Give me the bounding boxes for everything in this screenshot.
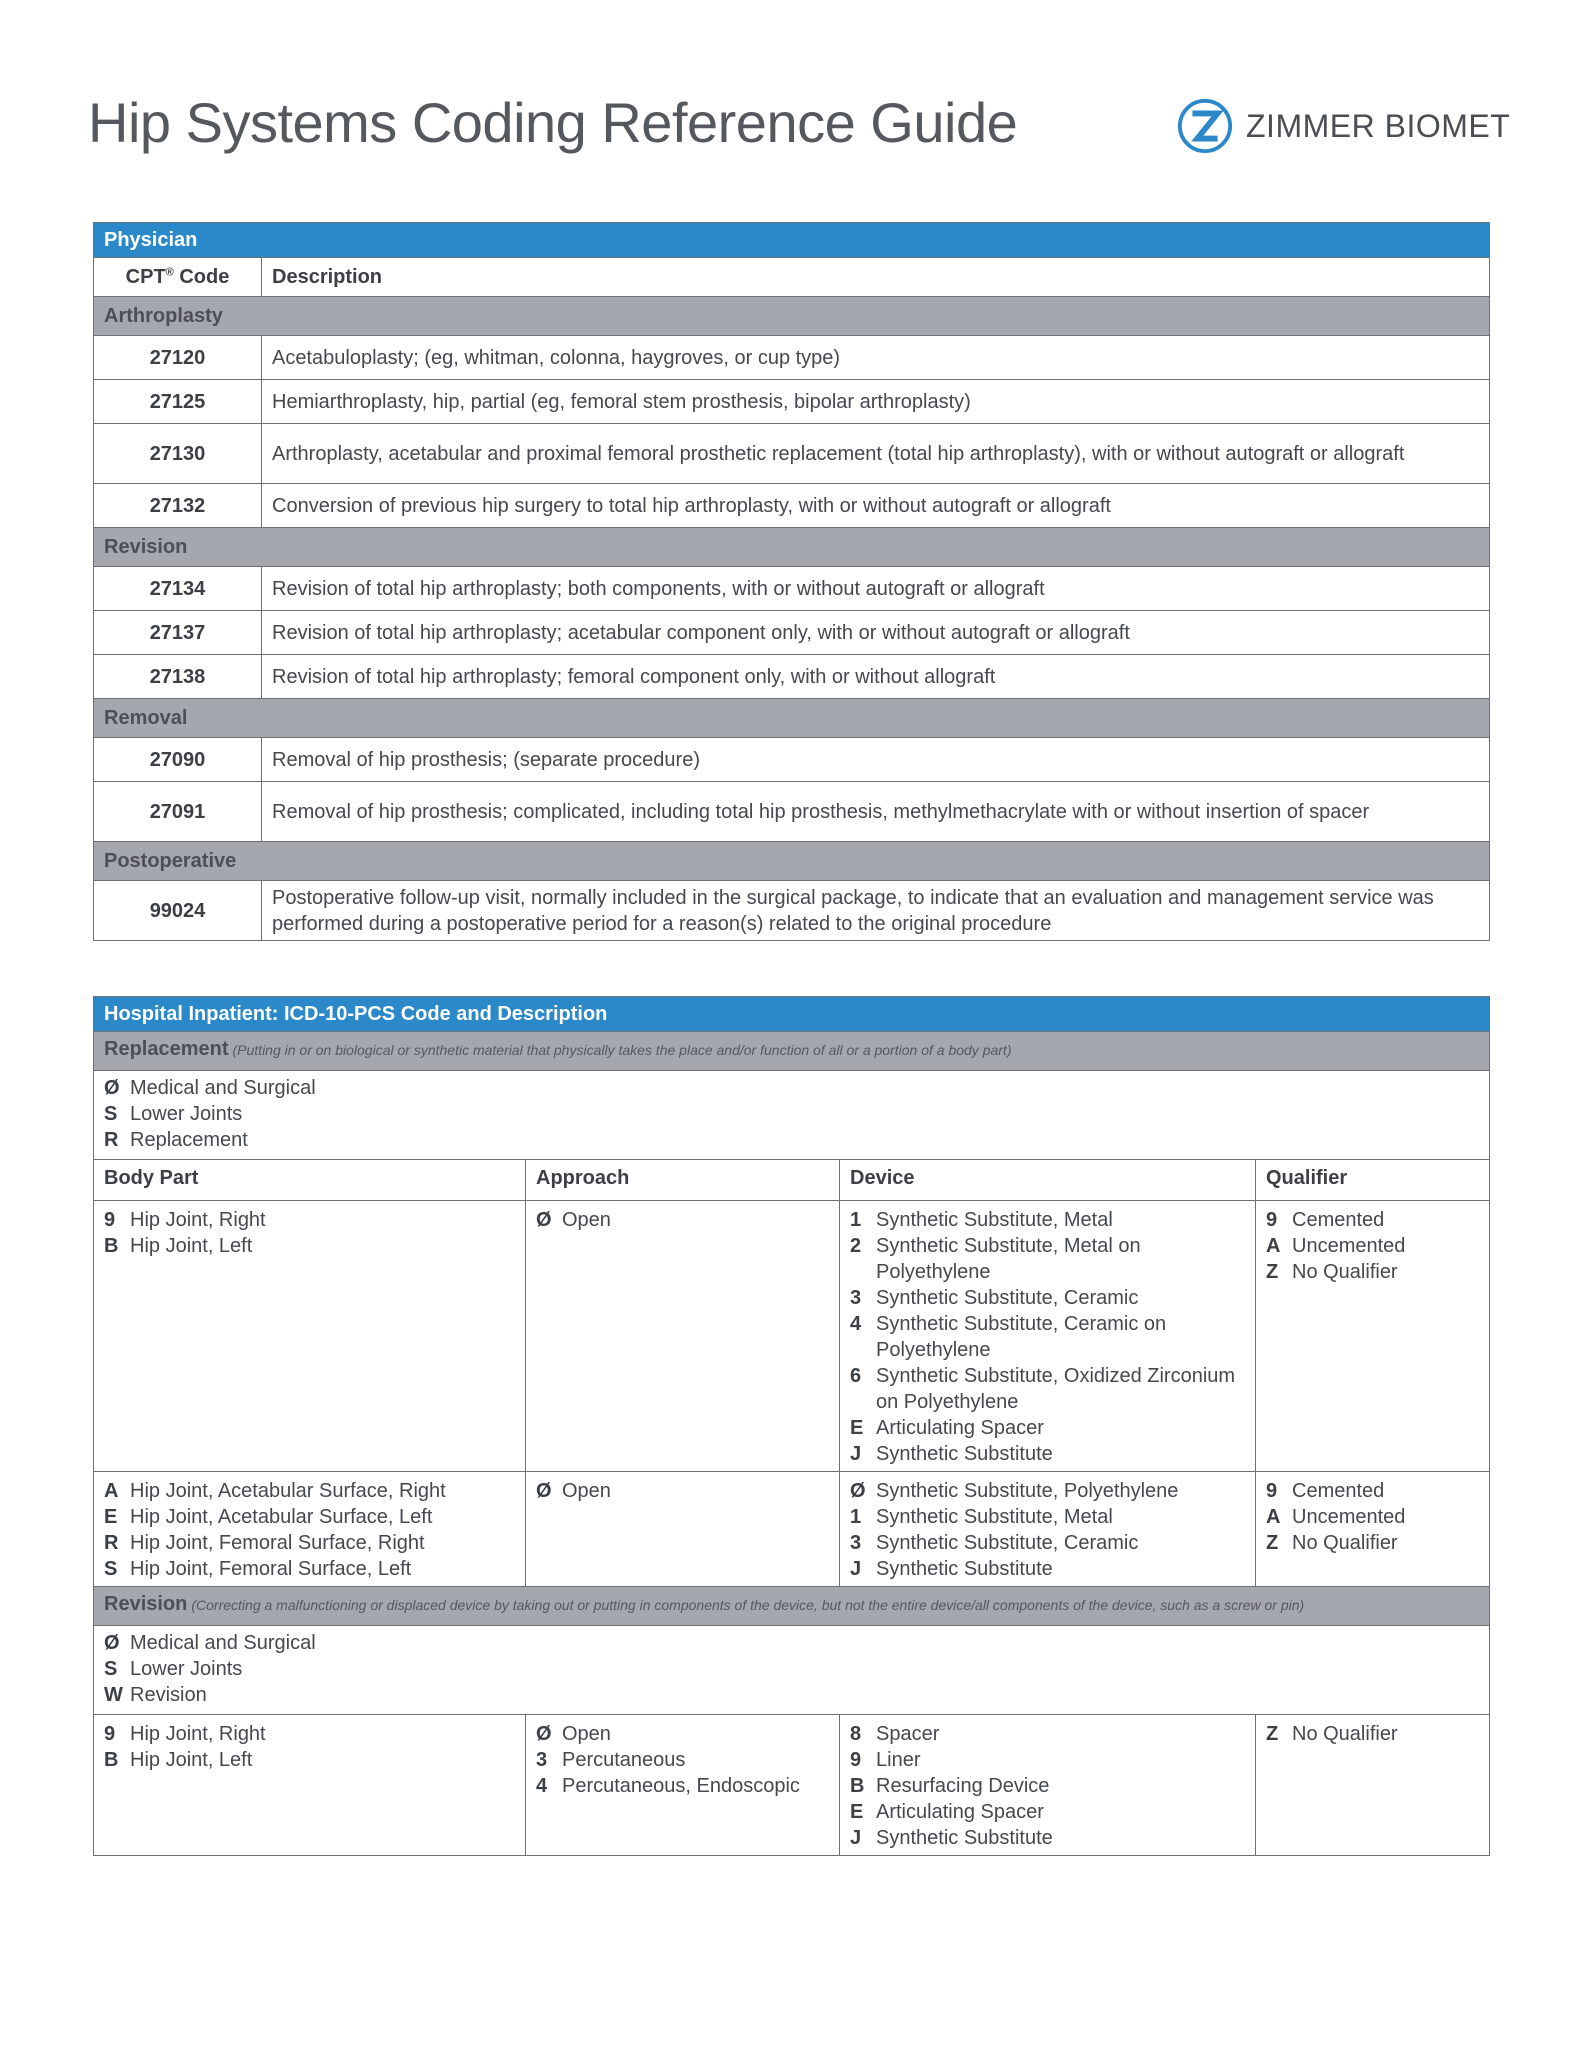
qualifier-code: 9 [1266,1209,1278,1231]
body-part-label: Hip Joint, Acetabular Surface, Right [130,1480,446,1502]
prefix-item [104,1101,1479,1127]
body-part-code: A [104,1480,119,1502]
approach-item [536,1478,829,1504]
approach-item [536,1747,829,1773]
device-item [850,1773,1245,1799]
approach-label: Percutaneous [562,1749,686,1771]
prefix-code: Ø [104,1077,120,1099]
prefix-label: Revision [130,1684,207,1706]
body-part-code: S [104,1558,118,1580]
cpt-code: 27090 [94,738,262,782]
replacement-section-title: Replacement [104,1037,229,1060]
table-row [94,1201,1490,1472]
device-code: J [850,1827,862,1849]
device-code: 6 [850,1365,862,1387]
device-label: Synthetic Substitute, Metal [876,1506,1113,1528]
prefix-code: S [104,1658,118,1680]
device-item [850,1799,1245,1825]
device-item [850,1556,1245,1582]
table-row [94,336,1490,380]
approach-label: Open [562,1723,611,1745]
body-part-label: Hip Joint, Left [130,1235,253,1257]
approach-cell [526,1715,840,1856]
body-part-label: Hip Joint, Femoral Surface, Right [130,1532,425,1554]
qualifier-item [1266,1721,1479,1747]
device-item [850,1311,1245,1363]
device-item [850,1530,1245,1556]
qualifier-list [1266,1207,1479,1285]
column-header-device: Device [840,1160,1256,1201]
replacement-section-header [94,1032,1490,1071]
device-code: J [850,1558,862,1580]
qualifier-code: 9 [1266,1480,1278,1502]
body-part-list [104,1207,515,1259]
qualifier-label: Uncemented [1292,1235,1406,1257]
body-part-label: Hip Joint, Right [130,1723,266,1745]
column-header-cpt-code: CPT® Code [94,258,262,297]
prefix-label: Medical and Surgical [130,1632,316,1654]
device-label: Synthetic Substitute, Polyethylene [876,1480,1179,1502]
prefix-item [104,1656,1479,1682]
cpt-code: 27130 [94,424,262,484]
section-header-arthroplasty: Arthroplasty [94,297,1490,336]
device-code: 2 [850,1235,862,1257]
device-label: Synthetic Substitute, Metal [876,1209,1113,1231]
prefix-code: Ø [104,1632,120,1654]
approach-list [536,1207,829,1233]
icd-10-pcs-table [93,996,1490,1856]
approach-label: Open [562,1480,611,1502]
cpt-code: 27134 [94,567,262,611]
device-label: Articulating Spacer [876,1801,1044,1823]
device-item [850,1747,1245,1773]
table-row [94,782,1490,842]
qualifier-list [1266,1721,1479,1747]
approach-cell [526,1201,840,1472]
approach-code: Ø [536,1723,552,1745]
body-part-cell [94,1201,526,1472]
table-row [94,484,1490,528]
prefix-label: Lower Joints [130,1658,243,1680]
approach-label: Percutaneous, Endoscopic [562,1775,800,1797]
qualifier-cell [1256,1201,1490,1472]
device-item [850,1363,1245,1415]
page-title: Hip Systems Coding Reference Guide [88,91,1018,154]
qualifier-code: Z [1266,1723,1279,1745]
table-row [94,738,1490,782]
qualifier-code: A [1266,1235,1281,1257]
qualifier-label: Cemented [1292,1480,1385,1502]
cpt-code: 27132 [94,484,262,528]
prefix-code: W [104,1684,123,1706]
device-label: Spacer [876,1723,940,1745]
cpt-description: Postoperative follow-up visit, normally included in the surgical package, to indicate that an evaluation and management service was performed during a postoperative period for a reason(s) related to the original procedure [262,881,1490,941]
device-code: E [850,1417,864,1439]
qualifier-code: Z [1266,1261,1279,1283]
column-header-qualifier: Qualifier [1256,1160,1490,1201]
replacement-prefix-codes [94,1071,1490,1160]
prefix-label: Replacement [130,1129,248,1151]
table-row [94,655,1490,699]
body-part-code: R [104,1532,119,1554]
section-header-revision: Revision [94,528,1490,567]
cpt-code: 27137 [94,611,262,655]
body-part-item [104,1721,515,1747]
device-code: 4 [850,1313,862,1335]
device-label: Liner [876,1749,921,1771]
prefix-label: Medical and Surgical [130,1077,316,1099]
qualifier-list [1266,1478,1479,1556]
approach-item [536,1721,829,1747]
approach-list [536,1721,829,1799]
device-label: Synthetic Substitute [876,1443,1053,1465]
cpt-description: Conversion of previous hip surgery to total hip arthroplasty, with or without autograft or allograft [262,484,1490,528]
qualifier-item [1266,1478,1479,1504]
qualifier-item [1266,1259,1479,1285]
device-label: Articulating Spacer [876,1417,1044,1439]
body-part-label: Hip Joint, Acetabular Surface, Left [130,1506,433,1528]
qualifier-label: No Qualifier [1292,1261,1398,1283]
body-part-item [104,1747,515,1773]
cpt-description: Removal of hip prosthesis; (separate procedure) [262,738,1490,782]
table-row [94,881,1490,941]
device-cell [840,1472,1256,1587]
qualifier-label: Uncemented [1292,1506,1406,1528]
device-item [850,1441,1245,1467]
device-item [850,1285,1245,1311]
device-label: Resurfacing Device [876,1775,1050,1797]
revision-section-header [94,1587,1490,1626]
body-part-list [104,1721,515,1773]
body-part-cell [94,1715,526,1856]
qualifier-item [1266,1504,1479,1530]
approach-code: 4 [536,1775,548,1797]
device-item [850,1415,1245,1441]
brand-name: ZIMMER BIOMET [1246,107,1511,144]
device-code: 3 [850,1532,862,1554]
qualifier-code: Z [1266,1532,1279,1554]
device-item [850,1233,1245,1285]
cpt-code: 27125 [94,380,262,424]
column-header-body-part: Body Part [94,1160,526,1201]
device-code: 8 [850,1723,862,1745]
prefix-label: Lower Joints [130,1103,243,1125]
device-code: 1 [850,1506,862,1528]
revision-section-note: (Correcting a malfunctioning or displaced device by taking out or putting in components of the device, but not the entire device/all components of the device, such as a screw or pin) [191,1596,1305,1613]
body-part-item [104,1207,515,1233]
qualifier-item [1266,1530,1479,1556]
physician-heading: Physician [94,223,1490,258]
icd-heading: Hospital Inpatient: ICD-10-PCS Code and Description [94,997,1490,1032]
cpt-description: Arthroplasty, acetabular and proximal femoral prosthetic replacement (total hip arthroplasty), with or without autograft or allograft [262,424,1490,484]
brand-logo [1176,96,1510,156]
approach-cell [526,1472,840,1587]
device-label: Synthetic Substitute, Oxidized Zirconium on Polyethylene [876,1365,1236,1413]
cpt-description: Removal of hip prosthesis; complicated, including total hip prosthesis, methylmethacrylate with or without insertion of spacer [262,782,1490,842]
prefix-item [104,1682,1479,1708]
cpt-code: 27120 [94,336,262,380]
device-code: J [850,1443,862,1465]
qualifier-item [1266,1233,1479,1259]
approach-item [536,1207,829,1233]
zimmer-biomet-logo-icon [1176,97,1234,155]
device-label: Synthetic Substitute, Ceramic on Polyethylene [876,1313,1167,1361]
prefix-code: S [104,1103,118,1125]
device-cell [840,1715,1256,1856]
qualifier-label: No Qualifier [1292,1532,1398,1554]
replacement-section-note: (Putting in or on biological or synthetic material that physically takes the place and/or function of all or a portion of a body part) [232,1041,1012,1058]
body-part-item [104,1530,515,1556]
qualifier-label: Cemented [1292,1209,1385,1231]
device-label: Synthetic Substitute, Ceramic [876,1532,1139,1554]
cpt-code: 99024 [94,881,262,941]
column-header-approach: Approach [526,1160,840,1201]
device-item [850,1504,1245,1530]
device-code: 9 [850,1749,862,1771]
cpt-code: 27138 [94,655,262,699]
approach-code: Ø [536,1480,552,1502]
revision-section-title: Revision [104,1592,188,1615]
qualifier-code: A [1266,1506,1281,1528]
body-part-code: 9 [104,1723,116,1745]
body-part-label: Hip Joint, Left [130,1749,253,1771]
table-row [94,567,1490,611]
device-code: B [850,1775,865,1797]
qualifier-cell [1256,1472,1490,1587]
qualifier-label: No Qualifier [1292,1723,1398,1745]
section-header-postoperative: Postoperative [94,842,1490,881]
device-code: 3 [850,1287,862,1309]
cpt-description: Revision of total hip arthroplasty; femoral component only, with or without allograft [262,655,1490,699]
approach-label: Open [562,1209,611,1231]
body-part-item [104,1233,515,1259]
approach-code: Ø [536,1209,552,1231]
device-code: E [850,1801,864,1823]
body-part-cell [94,1472,526,1587]
prefix-item [104,1127,1479,1153]
cpt-description: Revision of total hip arthroplasty; acetabular component only, with or without autograft or allograft [262,611,1490,655]
column-header-description: Description [262,258,1490,297]
approach-code: 3 [536,1749,548,1771]
approach-item [536,1773,829,1799]
cpt-description: Revision of total hip arthroplasty; both components, with or without autograft or allograft [262,567,1490,611]
body-part-item [104,1504,515,1530]
body-part-item [104,1478,515,1504]
cpt-description: Acetabuloplasty; (eg, whitman, colonna, haygroves, or cup type) [262,336,1490,380]
device-item [850,1825,1245,1851]
body-part-code: B [104,1235,119,1257]
prefix-list [104,1075,1479,1153]
device-list [850,1207,1245,1467]
physician-table [93,222,1490,941]
prefix-item [104,1075,1479,1101]
table-row [94,380,1490,424]
section-header-removal: Removal [94,699,1490,738]
device-code: 1 [850,1209,862,1231]
device-label: Synthetic Substitute [876,1827,1053,1849]
table-row [94,1472,1490,1587]
device-label: Synthetic Substitute [876,1558,1053,1580]
body-part-label: Hip Joint, Right [130,1209,266,1231]
prefix-item [104,1630,1479,1656]
cpt-code: 27091 [94,782,262,842]
device-label: Synthetic Substitute, Ceramic [876,1287,1139,1309]
device-list [850,1721,1245,1851]
table-row [94,424,1490,484]
device-cell [840,1201,1256,1472]
qualifier-item [1266,1207,1479,1233]
prefix-code: R [104,1129,119,1151]
approach-list [536,1478,829,1504]
qualifier-cell [1256,1715,1490,1856]
body-part-label: Hip Joint, Femoral Surface, Left [130,1558,412,1580]
device-item [850,1721,1245,1747]
cpt-description: Hemiarthroplasty, hip, partial (eg, femoral stem prosthesis, bipolar arthroplasty) [262,380,1490,424]
body-part-item [104,1556,515,1582]
revision-prefix-codes [94,1626,1490,1715]
body-part-code: B [104,1749,119,1771]
device-item [850,1478,1245,1504]
device-code: Ø [850,1480,866,1502]
device-list [850,1478,1245,1582]
prefix-list [104,1630,1479,1708]
device-label: Synthetic Substitute, Metal on Polyethylene [876,1235,1141,1283]
body-part-list [104,1478,515,1582]
body-part-code: E [104,1506,118,1528]
table-row [94,611,1490,655]
table-row [94,1715,1490,1856]
body-part-code: 9 [104,1209,116,1231]
device-item [850,1207,1245,1233]
